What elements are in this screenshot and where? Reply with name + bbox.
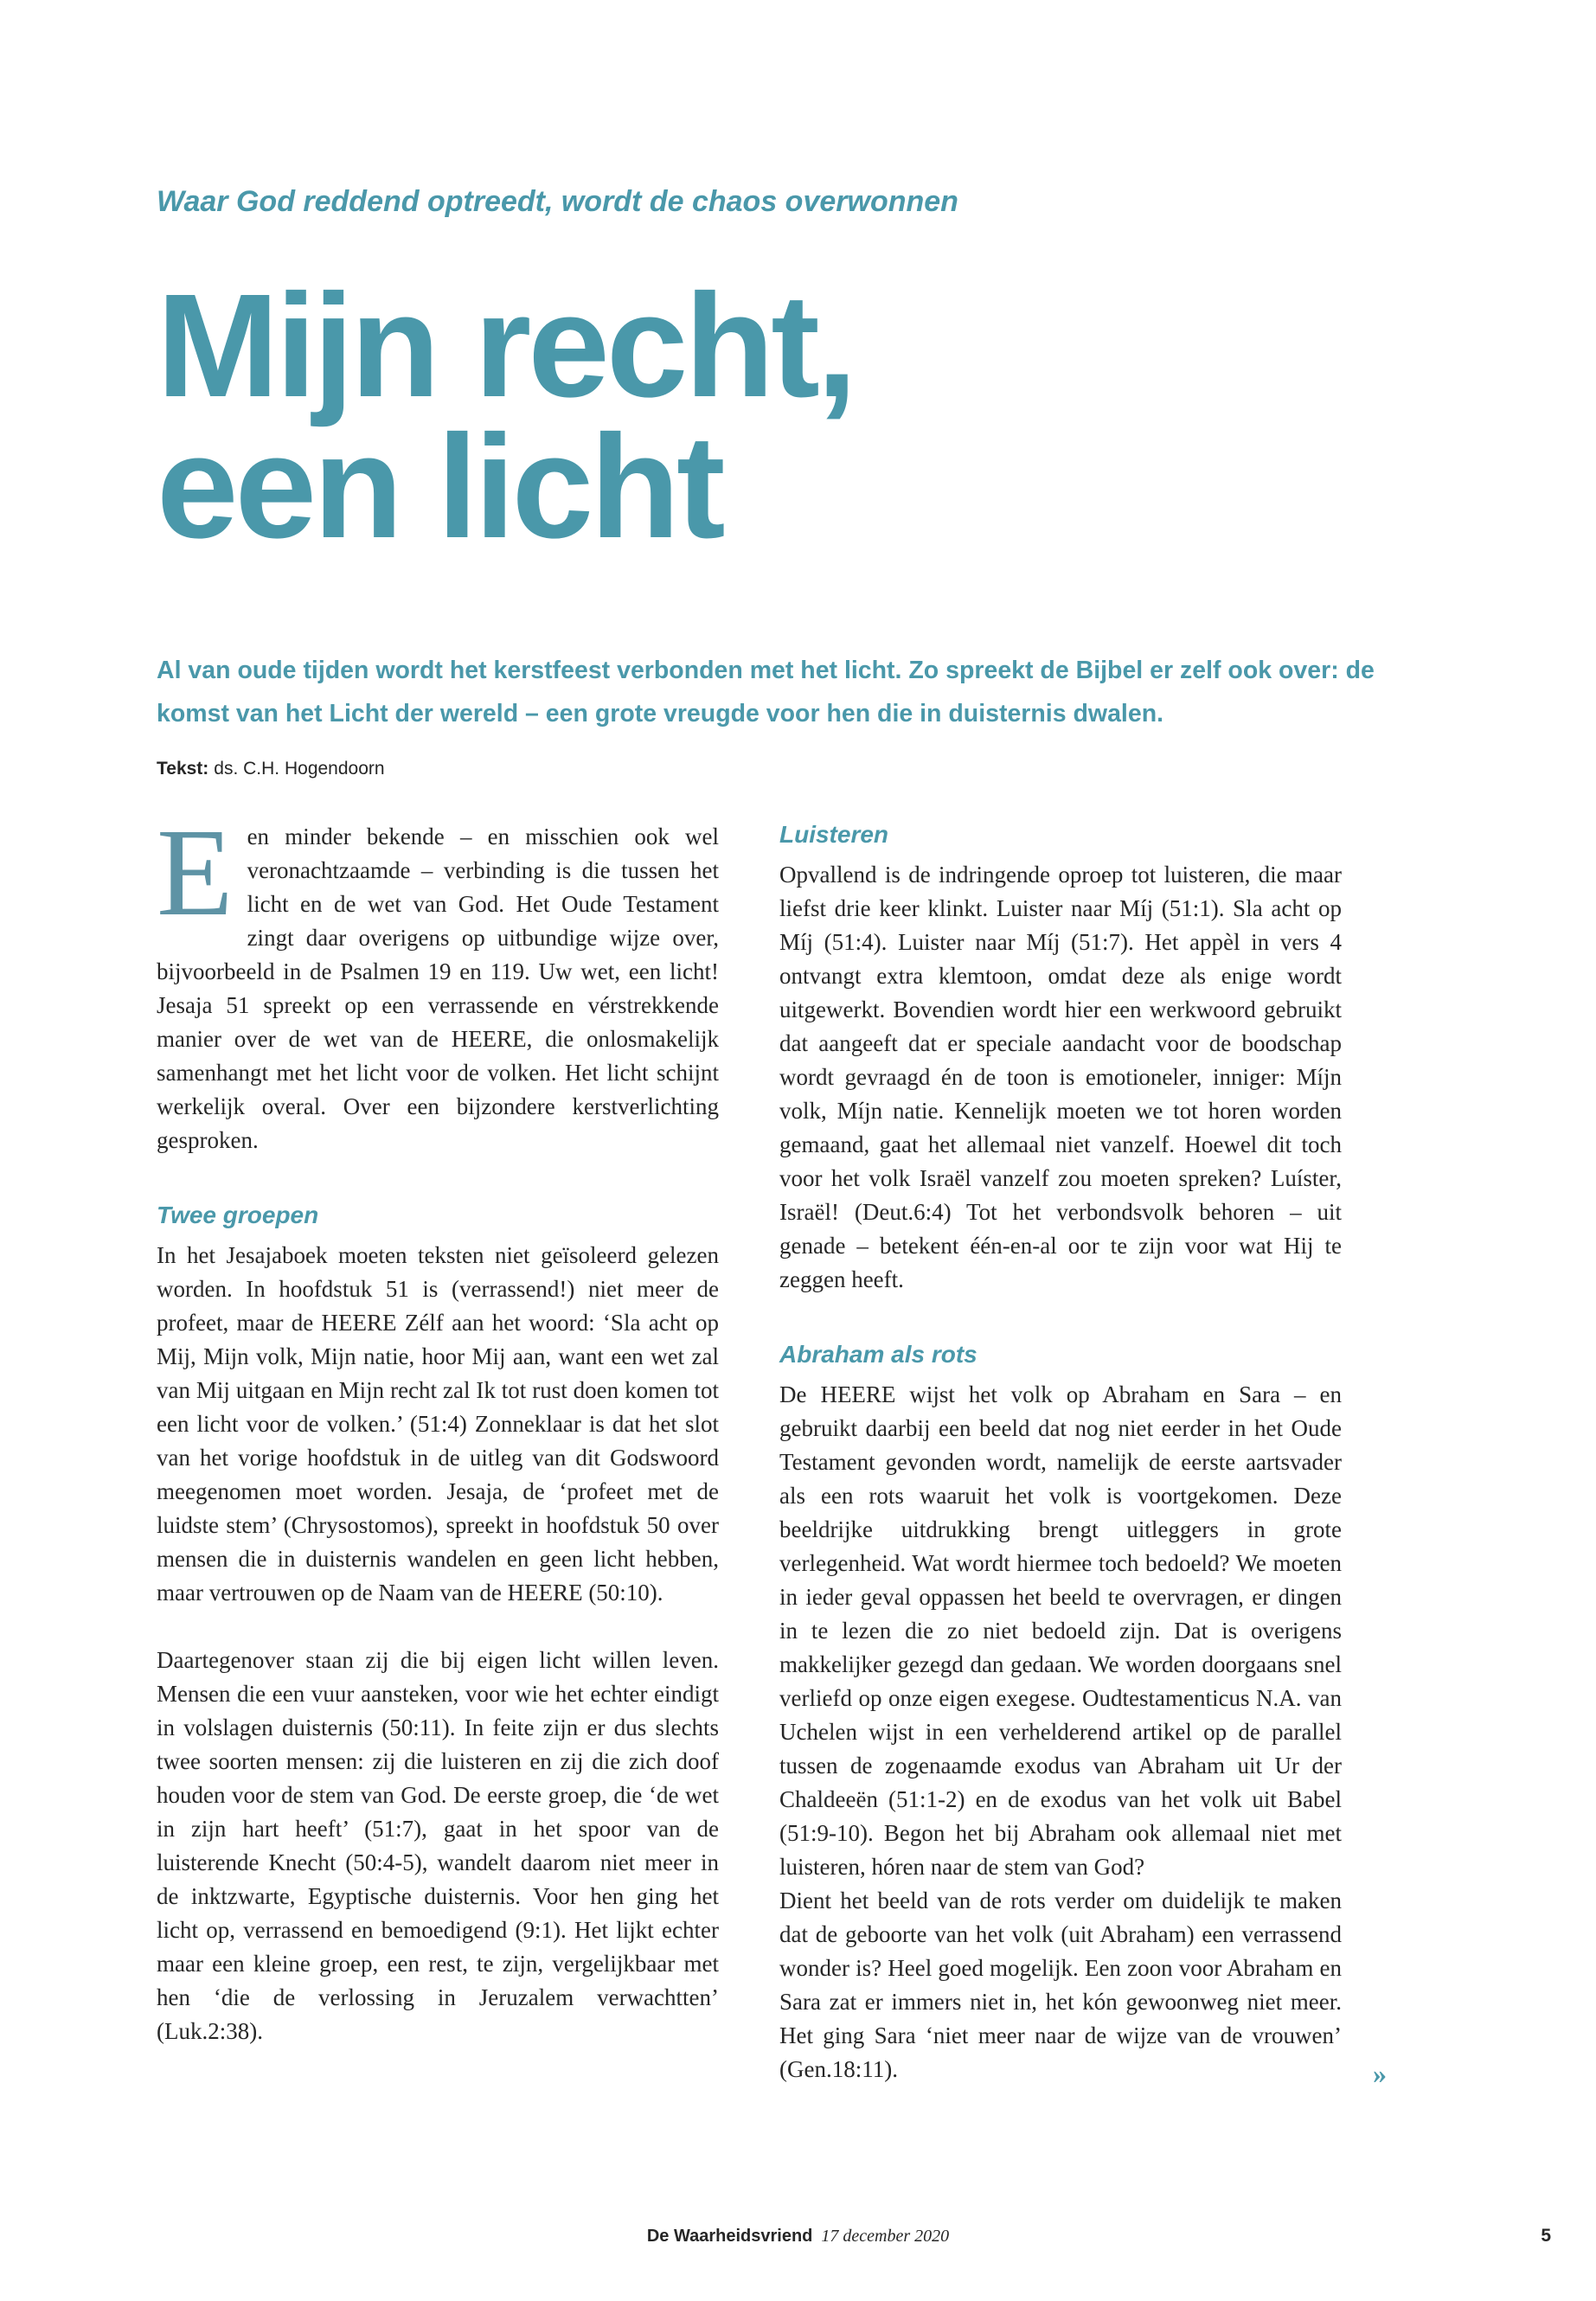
article-title	[157, 264, 1350, 569]
continuation-marker: »	[1373, 2058, 1387, 2089]
paragraph-opening	[157, 804, 719, 1157]
article-body	[157, 804, 1387, 2089]
byline-author: ds. C.H. Hogendoorn	[214, 759, 385, 779]
paragraph: In het Jesajaboek moeten teksten niet geïsoleerd gelezen worden. In hoofdstuk 51 is (verrassend!) niet meer de profeet, maar de HEERE Zélf aan het woord: ‘Sla acht op Mij, Mijn volk, Mijn natie, hoor Mij aan, want een wet zal van Mij uitgaan en Mijn recht zal Ik tot rust doen komen tot een licht voor de volken.’ (51:4) Zonneklaar is dat het slot van het vorige hoofdstuk in de uitleg van dit Godswoord meegenomen moet worden. Jesaja, de ‘profeet met de luidste stem’ (Chrysostomos), spreekt in hoofdstuk 50 over mensen die in duisternis wandelen en geen licht hebben, maar vertrouwen op de Naam van de HEERE (50:10).	[157, 1242, 719, 1606]
byline-label: Tekst:	[157, 759, 209, 779]
left-column	[157, 804, 719, 2086]
page-footer	[0, 2225, 1596, 2247]
section-heading-twee-groepen: Twee groepen	[157, 1202, 319, 1228]
footer-magazine-name: De Waarheidsvriend	[646, 2227, 813, 2246]
title-line-2: een licht	[157, 405, 722, 569]
drop-cap: E	[157, 804, 234, 942]
right-column	[779, 820, 1387, 2089]
kicker-line: Waar God reddend optreedt, wordt de chaos overwonnen	[157, 185, 958, 218]
paragraph: Opvallend is de indringende oproep tot luisteren, die maar liefst drie keer klinkt. Luister naar Míj (51:1). Sla acht op Míj (51:4). Luister naar Míj (51:7). Het appèl in vers 4 ontvangt extra klemtoon, omdat deze als enige wordt uitgewerkt. Bovendien wordt hier een werkwoord gebruikt dat aangeeft dat er speciale aandacht voor de boodschap wordt gevraagd én de toon is emotioneler, inniger: Míjn volk, Míjn natie. Kennelijk moeten we tot horen worden gemaand, gaat het allemaal niet vanzelf. Hoewel dit toch voor het volk Israël vanzelf zou moeten spreken? Luíster, Israël! (Deut.6:4) Tot het verbondsvolk behoren – uit genade – betekent één-en-al oor te zijn voor wat Hij te zeggen heeft.	[779, 862, 1342, 1292]
article-content	[157, 0, 1387, 2089]
paragraph: Daartegenover staan zij die bij eigen licht willen leven. Mensen die een vuur aansteken, voor wie het echter eindigt in volslagen duisternis (50:11). In feite zijn er dus slechts twee soorten mensen: zij die luisteren en zij die zich doof houden voor de stem van God. De eerste groep, die ‘de wet in zijn hart heeft’ (51:7), gaat in het spoor van de luisterende Knecht (50:4-5), wandelt daarom niet meer in de inktzwarte, Egyptische duisternis. Voor hen ging het licht op, verrassend en bemoedigend (9:1). Het lijkt echter maar een kleine groep, een rest, te zijn, vergelijkbaar met hen ‘die de verlossing in Jeruzalem verwachtten’ (Luk.2:38).	[157, 1647, 719, 2044]
paragraph: Dient het beeld van de rots verder om duidelijk te maken dat de geboorte van het volk (uit Abraham) een verrassend wonder is? Heel goed mogelijk. Een zoon voor Abraham en Sara zat er immers niet in, het kón gewoonweg niet meer. Het ging Sara ‘niet meer naar de wijze van de vrouwen’ (Gen.18:11).	[779, 1888, 1342, 2082]
paragraph: De HEERE wijst het volk op Abraham en Sara – en gebruikt daarbij een beeld dat nog niet eerder in het Oude Testament gevonden wordt, namelijk de eerste aartsvader als een rots waaruit het volk is voortgekomen. Deze beeldrijke uitdrukking brengt uitleggers in grote verlegenheid. Wat wordt hiermee toch bedoeld? We moeten in ieder geval oppassen het beeld te overvragen, er dingen in te lezen die zo niet bedoeld zijn. Dat is overigens makkelijker gezegd dan gedaan. We worden doorgaans snel verliefd op onze eigen exegese. Oudtestamenticus N.A. van Uchelen wijst in een verhelderend artikel op de parallel tussen de zogenaamde exodus van Abraham uit Ur der Chaldeeën (51:1-2) en de exodus van het volk uit Babel (51:9-10). Begon het bij Abraham ook allemaal niet met luisteren, hóren naar de stem van God?	[779, 1381, 1342, 1880]
intro-paragraph: Al van oude tijden wordt het kerstfeest verbonden met het licht. Zo spreekt de Bijbel er zelf ook over: de komst van het Licht der wereld – een grote vreugde voor hen die in duisternis dwalen.	[157, 657, 1375, 727]
title-line-1: Mijn recht,	[157, 264, 855, 428]
section-heading-abraham-als-rots: Abraham als rots	[779, 1341, 977, 1368]
page-number: 5	[1541, 2226, 1551, 2246]
footer-date: 17 december 2020	[821, 2227, 950, 2246]
byline	[157, 758, 1350, 780]
paragraph-text: en minder bekende – en misschien ook wel veronachtzaamde – verbinding is die tussen het licht en de wet van God. Het Oude Testament zingt daar overigens op uitbundige wijze over, bijvoorbeeld in de Psalmen 19 en 119. Uw wet, een licht! Jesaja 51 spreekt op een verrassende en vérstrekkende manier over de wet van de HEERE, die onlosmakelijk samenhangt met het licht voor de volken. Het licht schijnt werkelijk overal. Over een bijzondere kerstverlichting gesproken.	[157, 824, 719, 1153]
section-heading-luisteren: Luisteren	[779, 821, 889, 848]
